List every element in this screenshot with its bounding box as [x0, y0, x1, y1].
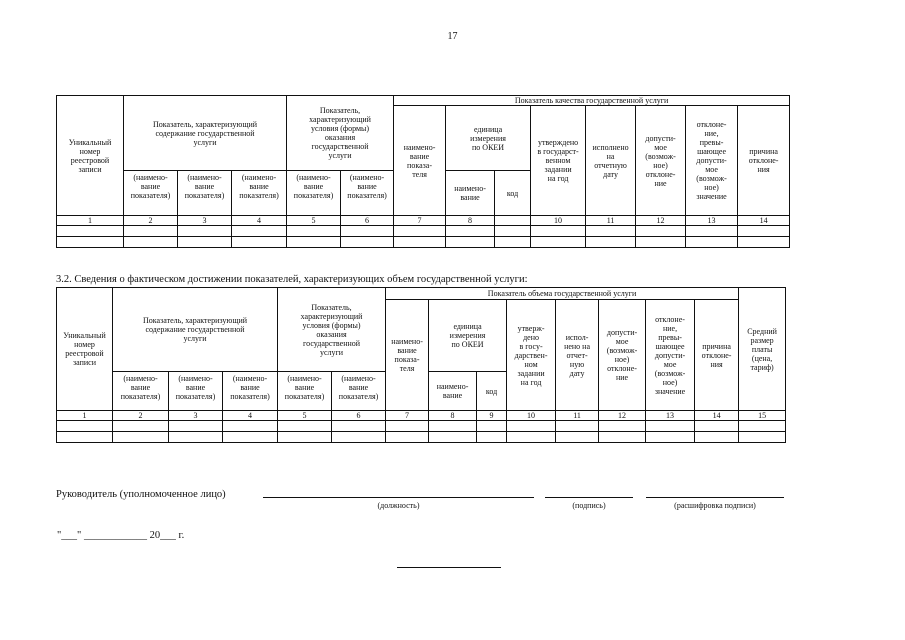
col-allowed-deviation: допусти- мое (возмож- ное) отклоне- ние	[636, 106, 686, 216]
sub-indicator-name: (наимено- вание показателя)	[232, 171, 287, 216]
col-exceeding-deviation: отклоне- ние, превы- шающее допусти- мое (возмож- ное) значение	[646, 300, 695, 411]
col-indicator-name: наимено- вание показа- теля	[394, 106, 446, 216]
position-caption: (должность)	[377, 501, 420, 510]
column-numbers-row	[57, 216, 790, 226]
col-unique-number: Уникальный номер реестровой записи	[57, 288, 113, 411]
page-number: 17	[447, 31, 458, 42]
col-exceeding-deviation: отклоне- ние, превы- шающее допусти- мое (возмож- ное) значение	[686, 106, 738, 216]
col-unit-code: код	[477, 372, 507, 411]
footer-separator-line	[397, 567, 501, 568]
col-volume-group: Показатель объема государственной услуги	[386, 288, 739, 300]
column-number: 2	[113, 411, 169, 421]
col-allowed-deviation: допусти- мое (возмож- ное) отклоне- ние	[599, 300, 646, 411]
table-row	[57, 421, 786, 432]
sub-indicator-name: (наимено- вание показателя)	[287, 171, 341, 216]
column-number	[495, 216, 531, 226]
quality-indicators-table	[56, 95, 790, 248]
column-number: 10	[531, 216, 586, 226]
col-unit-name: наимено- вание	[446, 171, 495, 216]
col-average-price: Средний размер платы (цена, тариф)	[739, 288, 786, 411]
signature-decode-line	[646, 497, 784, 498]
sub-indicator-name: (наимено- вание показателя)	[169, 372, 223, 411]
col-unit-name: наимено- вание	[429, 372, 477, 411]
col-unit-okei: единица измерения по ОКЕИ	[429, 300, 507, 372]
column-number: 7	[394, 216, 446, 226]
col-approved: утверждено в государст- венном задании на год	[531, 106, 586, 216]
sub-indicator-name: (наимено- вание показателя)	[124, 171, 178, 216]
column-number: 13	[646, 411, 695, 421]
table-row	[57, 237, 790, 248]
col-unit-code: код	[495, 171, 531, 216]
column-number: 5	[278, 411, 332, 421]
column-number: 3	[169, 411, 223, 421]
sub-indicator-name: (наимено- вание показателя)	[332, 372, 386, 411]
col-deviation-reason: причина отклоне- ния	[738, 106, 790, 216]
sub-indicator-name: (наимено- вание показателя)	[341, 171, 394, 216]
sub-indicator-name: (наимено- вание показателя)	[113, 372, 169, 411]
sub-indicator-name: (наимено- вание показателя)	[178, 171, 232, 216]
col-executed: испол- нено на отчет- ную дату	[556, 300, 599, 411]
column-number: 14	[738, 216, 790, 226]
col-executed: исполнено на отчетную дату	[586, 106, 636, 216]
sub-indicator-name: (наимено- вание показателя)	[223, 372, 278, 411]
column-numbers-row	[57, 411, 786, 421]
column-number: 4	[232, 216, 287, 226]
col-conditions-indicator: Показатель, характеризующий условия (формы) оказания государственной услуги	[278, 288, 386, 372]
column-number: 11	[586, 216, 636, 226]
column-number: 15	[739, 411, 786, 421]
signatory-label: Руководитель (уполномоченное лицо)	[56, 489, 226, 500]
sub-indicator-name: (наимено- вание показателя)	[278, 372, 332, 411]
column-number: 3	[178, 216, 232, 226]
col-approved: утверж- дено в госу- дарствен- ном задании на год	[507, 300, 556, 411]
col-content-indicator: Показатель, характеризующий содержание государственной услуги	[124, 96, 287, 171]
column-number: 7	[386, 411, 429, 421]
column-number: 5	[287, 216, 341, 226]
column-number: 6	[341, 216, 394, 226]
col-indicator-name: наимено- вание показа- теля	[386, 300, 429, 411]
table-row	[57, 432, 786, 443]
column-number: 1	[57, 411, 113, 421]
column-number: 6	[332, 411, 386, 421]
column-number: 8	[429, 411, 477, 421]
position-line	[263, 497, 534, 498]
col-conditions-indicator: Показатель, характеризующий условия (формы) оказания государственной услуги	[287, 96, 394, 171]
signature-decode-caption: (расшифровка подписи)	[674, 501, 756, 510]
col-content-indicator: Показатель, характеризующий содержание государственной услуги	[113, 288, 278, 372]
column-number: 10	[507, 411, 556, 421]
col-quality-group: Показатель качества государственной услуги	[394, 96, 790, 106]
column-number: 4	[223, 411, 278, 421]
column-number: 9	[477, 411, 507, 421]
volume-indicators-table	[56, 287, 786, 443]
column-number: 11	[556, 411, 599, 421]
column-number: 8	[446, 216, 495, 226]
col-unique-number: Уникальный номер реестровой записи	[57, 96, 124, 216]
column-number: 14	[695, 411, 739, 421]
column-number: 12	[636, 216, 686, 226]
column-number: 12	[599, 411, 646, 421]
signature-caption: (подпись)	[572, 501, 606, 510]
col-unit-okei: единица измерения по ОКЕИ	[446, 106, 531, 171]
date-line: "___" ____________ 20___ г.	[57, 530, 185, 541]
col-deviation-reason: причина отклоне- ния	[695, 300, 739, 411]
signature-line	[545, 497, 633, 498]
column-number: 2	[124, 216, 178, 226]
column-number: 13	[686, 216, 738, 226]
section-title-volume: 3.2. Сведения о фактическом достижении показателей, характеризующих объем государственной услуги:	[56, 274, 528, 285]
table-row	[57, 226, 790, 237]
column-number: 1	[57, 216, 124, 226]
